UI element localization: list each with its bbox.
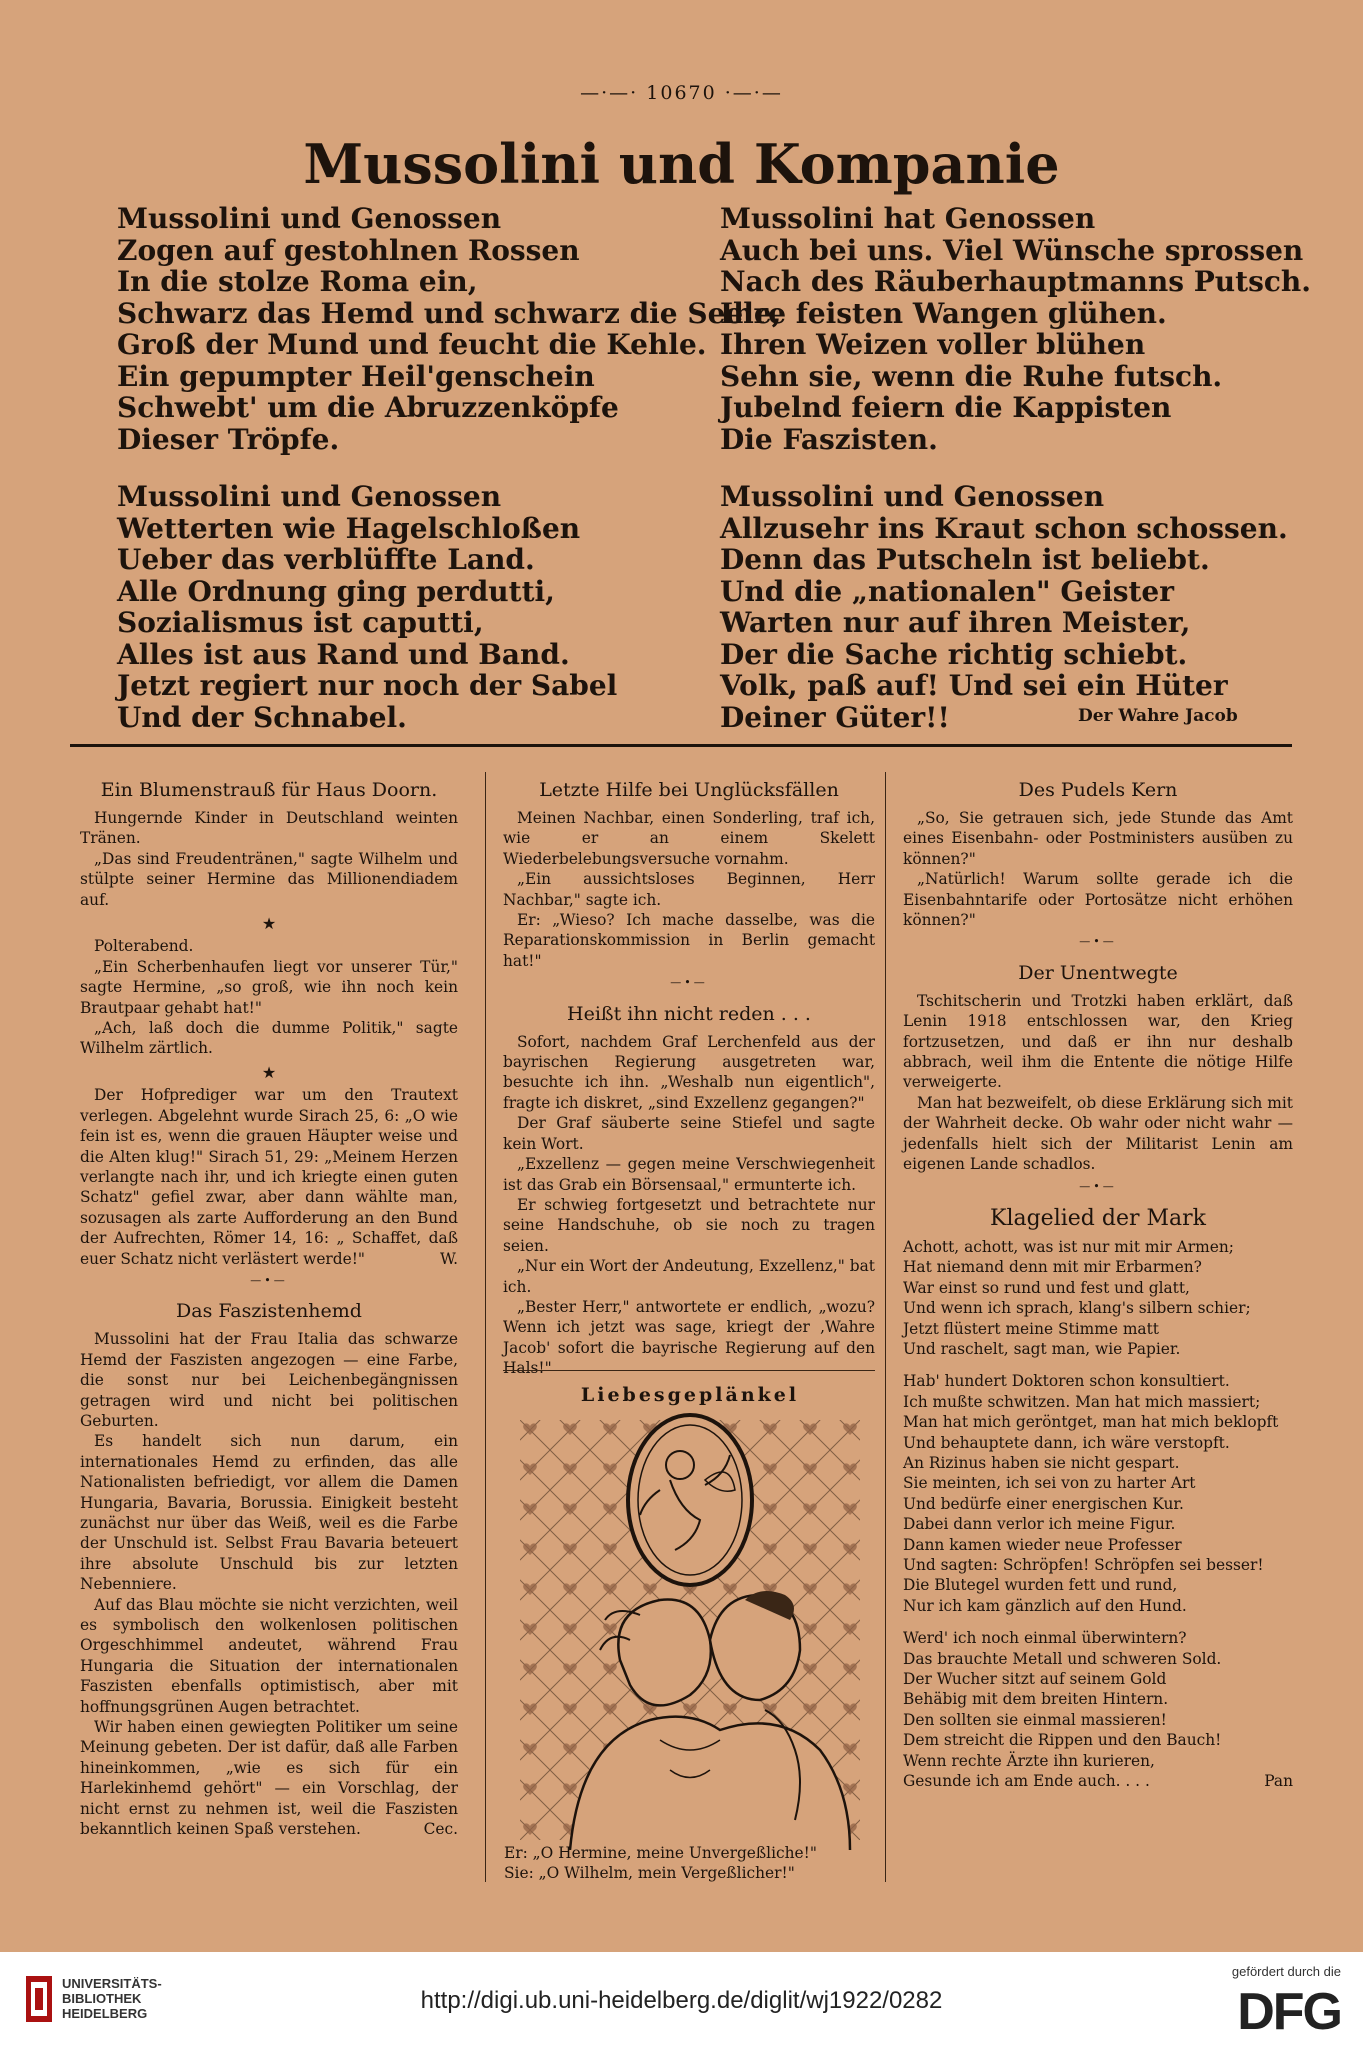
paragraph: Hungernde Kinder in Deutschland weinten Tränen. (80, 809, 458, 848)
paragraph: Sofort, nachdem Graf Lerchenfeld aus der bayrischen Regierung ausgetreten war, besuchte ich ihn. „Weshalb nun eigentlich", fragte ich diskret, „sind Exzellenz gegangen?" (503, 1032, 875, 1112)
ornament-separator: —•— (250, 1273, 288, 1287)
paragraph: Tschitscherin und Trotzki haben erklärt, daß Lenin 1918 entschlossen war, den Krieg fortzusetzen, und daß er ihn nur deshalb abbrach, weil ihm die Entente die nötige Hilfe verweigerte. (903, 991, 1293, 1092)
verse-stanza (903, 1628, 1293, 1791)
verse-line: Dem streicht die Rippen und den Bauch! (903, 1731, 1222, 1750)
poem-line: Nach des Räuberhauptmanns Putsch. (720, 265, 1311, 298)
paragraph: „Bester Herr," antwortete er endlich, „wozu? Wenn ich jetzt was sage, kriegt der ‚Wahre Jacob' sofort die bayrische Regierung auf den Hals!" (503, 1297, 875, 1378)
poem-line: Und der Schnabel. (117, 700, 407, 734)
ornament-separator: —•— (1079, 935, 1117, 949)
verse-line: Achott, achott, was ist nur mit mir Armen; (903, 1237, 1234, 1256)
verse-stanza (903, 1371, 1293, 1616)
poem-line: Mussolini und Genossen (720, 480, 1105, 513)
paragraph: „Ein aussichtsloses Beginnen, Herr Nachbar," sagte ich. (503, 870, 875, 909)
poem-line: Schwebt' um die Abruzzenköpfe (117, 391, 619, 424)
column-rule (885, 772, 886, 1882)
paragraph: Es handelt sich nun darum, ein internationales Hemd zu erfinden, das alle Nationalisten befriedigt, vor allem die Damen Hungaria, Bavaria, Borussia. Einigkeit besteht zunächst nur über das Weiß, weil es die Farbe der Unschuld ist. Selbst Frau Bavaria beteuert ihre absolute Unschuld bis zur letzten Nebenniere. (80, 1432, 458, 1594)
article-heading: Ein Blumenstrauß für Haus Doorn. (100, 779, 438, 801)
poem-stanza (720, 481, 1311, 733)
page-title: Mussolini und Kompanie (303, 132, 1060, 196)
paragraph: „So, Sie getrauen sich, jede Stunde das Amt eines Eisenbahn- oder Postministers ausüben zu können?" (903, 809, 1293, 868)
article-heading: Der Unentwegte (1018, 961, 1178, 984)
poem-right-column (720, 203, 1311, 759)
paragraph: „Exzellenz — gegen meine Verschwiegenheit ist das Grab ein Börsensaal," ermunterte ich. (503, 1155, 875, 1194)
poem-line: Wetterten wie Hagelschloßen (117, 511, 581, 545)
illustration-title: Liebesgeplänkel (580, 1384, 800, 1406)
poem-stanza (720, 203, 1311, 455)
paragraph: Er: „Wieso? Ich mache dasselbe, was die Reparationskommission in Berlin gemacht hat!" (503, 911, 875, 970)
paragraph: Mussolini hat der Frau Italia das schwarze Hemd der Faszisten angezogen — eine Farbe, die sonst nur bei Leichenbegängnissen getragen wird und nicht bei politischen Geburten. (80, 1330, 458, 1430)
star-separator: ★ (261, 1062, 277, 1082)
poem-line: Allzusehr ins Kraut schon schossen. (720, 511, 1288, 545)
verse-line: Und raschelt, sagt man, wie Papier. (903, 1339, 1181, 1358)
verse-line: Man hat mich geröntget, man hat mich beklopft (903, 1413, 1279, 1432)
poem-line: Alle Ordnung ging perdutti, (117, 574, 555, 608)
university-library-name: UNIVERSITÄTS- BIBLIOTHEK HEIDELBERG (62, 1976, 162, 2021)
poem-line: Warten nur auf ihren Meister, (720, 606, 1191, 639)
verse-line: Gesunde ich am Ende auch. . . . (903, 1772, 1150, 1791)
verse-line: Dann kamen wieder neue Professer (903, 1535, 1182, 1554)
poem-left-column (117, 203, 781, 759)
verse-stanza (903, 1237, 1293, 1359)
paragraph: Meinen Nachbar, einen Sonderling, traf ich, wie er an einem Skelett Wiederbelebungsversuche vornahm. (503, 809, 875, 868)
verse-line: Hab' hundert Doktoren schon konsultiert. (903, 1372, 1230, 1391)
dfg-logo: DFG (1237, 1983, 1341, 2041)
poem-line: Auch bei uns. Viel Wünsche sprossen (720, 233, 1304, 267)
column-1 (80, 778, 458, 1840)
poem-line: Jetzt regiert nur noch der Sabel (117, 669, 618, 702)
verse-line: Und bedürfe einer energischen Kur. (903, 1494, 1184, 1513)
article-heading: Letzte Hilfe bei Unglücksfällen (539, 779, 839, 801)
article-heading: Des Pudels Kern (1018, 779, 1178, 801)
verse-line: Nur ich kam gänzlich auf den Hund. (903, 1596, 1187, 1615)
verse-line: War einst so rund und fest und glatt, (903, 1278, 1190, 1297)
poem-line: Schwarz das Hemd und schwarz die Seele, (117, 296, 782, 330)
poem-stanza (117, 481, 781, 733)
paragraph: „Nur ein Wort der Andeutung, Exzellenz," bat ich. (503, 1257, 875, 1296)
verse-line: Dabei dann verlor ich meine Figur. (903, 1515, 1176, 1534)
poem-line: Die Faszisten. (720, 422, 938, 456)
poem-line: Mussolini und Genossen (117, 480, 502, 513)
ornament-separator: —•— (1079, 1179, 1117, 1193)
paragraph: Auf das Blau möchte sie nicht verzichten, weil es symbolisch den wolkenlosen politischen Orgeschhimmel andeutet, während Frau Hungaria die Situation der internationalen Faszisten ebenfalls optimistisch, aber mit hoffnungsgrünen Augen betrachtet. (80, 1595, 458, 1716)
paragraph: „Ein Scherbenhaufen liegt vor unserer Tür," sagte Hermine, „so groß, wie ihn noch kein Brautpaar gehabt hat!" (80, 957, 458, 1017)
caption-line: Sie: „O Wilhelm, mein Vergeßlicher!" (504, 1864, 795, 1883)
verse-line: Und behauptete dann, ich wäre verstopft. (903, 1433, 1230, 1452)
illustration-caption (504, 1843, 876, 1884)
verse-line: Und sagten: Schröpfen! Schröpfen sei besser! (903, 1556, 1264, 1574)
poem-line: Groß der Mund und feucht die Kehle. (117, 328, 707, 361)
verse-line: Sie meinten, ich sei von zu harter Art (903, 1474, 1196, 1493)
article-heading: Das Faszistenhemd (176, 1300, 362, 1323)
poem-line: In die stolze Roma ein, (117, 265, 478, 298)
ornament-separator: —•— (670, 976, 708, 990)
paragraph: „Ach, laß doch die dumme Politik," sagte Wilhelm zärtlich. (80, 1019, 458, 1058)
poem-line: Ein gepumpter Heil'genschein (117, 359, 595, 393)
section-divider (70, 744, 1292, 747)
paragraph: Der Hofprediger war um den Trautext verlegen. Abgelehnt wurde Sirach 25, 6: „O wie fein ist es, wenn die grauen Häupter weise und die Alten klug!" Sirach 51, 29: „Meinem Herzen verlangte nach ihr, und ich kriegte einen guten Schatz" gefiel zwar, aber dann wählte man, sozusagen als zarte Aufforderung an den Bund der Aufrechten, Römer 14, 16: „ Schaffet, daß euer Schatz nicht verlästert werde!" W. (80, 1086, 458, 1268)
article-heading: Heißt ihn nicht reden . . . (567, 1002, 811, 1025)
paragraph: Der Graf säuberte seine Stiefel und sagte kein Wort. (503, 1114, 875, 1153)
verse-line: Das brauchte Metall und schweren Sold. (903, 1649, 1222, 1668)
paragraph: Wir haben einen gewiegten Politiker um seine Meinung gebeten. Der ist dafür, daß alle Farben hineinkommen, „wie es sich für ein Harlekinhemd gehört" — ein Vorschlag, der nicht ernst zu nehmen ist, weil die Faszisten bekanntlich keinen Spaß verstehen. Cec. (80, 1718, 458, 1839)
verse-line: Ich mußte schwitzen. Man hat mich massiert; (903, 1392, 1261, 1411)
poem-line: Jubelnd feiern die Kappisten (720, 391, 1172, 424)
poem-line: Zogen auf gestohlnen Rossen (117, 233, 580, 267)
poem-line: Alles ist aus Rand und Band. (117, 637, 570, 671)
poem-line: Ihre feisten Wangen glühen. (720, 296, 1167, 330)
poem-line: Denn das Putscheln ist beliebt. (720, 543, 1210, 576)
article-heading: Klagelied der Mark (990, 1205, 1206, 1231)
page-number: —·—· 10670 ·—·— (580, 82, 783, 104)
star-separator: ★ (261, 914, 277, 934)
paragraph: „Natürlich! Warum sollte gerade ich die Eisenbahntarife oder Portosätze nicht erhöhen können?" (903, 870, 1293, 930)
poem-line: Dieser Tröpfe. (117, 422, 340, 456)
poem-line: Mussolini und Genossen (117, 202, 502, 235)
poem-line: Mussolini hat Genossen (720, 202, 1096, 235)
verse-line: Die Blutegel wurden fett und rund, (903, 1576, 1178, 1595)
poem-signature: Der Wahre Jacob (1078, 706, 1238, 726)
poem-line: Ueber das verblüffte Land. (117, 543, 535, 576)
paragraph: Er schwieg fortgesetzt und betrachtete nur seine Handschuhe, ob sie noch zu tragen seien. (503, 1195, 875, 1255)
caption-line: Er: „O Hermine, meine Unvergeßliche!" (504, 1844, 817, 1862)
verse-line: Jetzt flüstert meine Stimme matt (903, 1319, 1159, 1338)
verse-line: Hat niemand denn mit mir Erbarmen? (903, 1258, 1202, 1277)
poem-stanza (117, 203, 781, 455)
column-rule (485, 772, 486, 1882)
poem-line: Volk, paß auf! Und sei ein Hüter (720, 669, 1228, 702)
paragraph: „Das sind Freudentränen," sagte Wilhelm und stülpte seiner Hermine das Millionendiadem auf. (80, 849, 458, 909)
poem-line: Sozialismus ist caputti, (117, 606, 484, 639)
verse-signature: Pan (1264, 1772, 1293, 1791)
source-url[interactable]: http://digi.ub.uni-heidelberg.de/diglit/wj1922/0282 (420, 1987, 943, 2014)
illustration-top-rule (503, 1370, 875, 1371)
column-3 (903, 778, 1293, 1792)
column-2 (503, 778, 875, 1379)
poem-line: Deiner Güter!! (720, 700, 950, 734)
verse-line: Und wenn ich sprach, klang's silbern schier; (903, 1299, 1251, 1318)
poem-line: Sehn sie, wenn die Ruhe futsch. (720, 359, 1223, 393)
footer-bar (0, 1952, 1363, 2047)
verse-line: Der Wucher sitzt auf seinem Gold (903, 1670, 1167, 1689)
paragraph: Man hat bezweifelt, ob diese Erklärung sich mit der Wahrheit decke. Ob wahr oder nicht wahr — jedenfalls hielt sich der Militarist Lenin am eigenen Lande schadlos. (903, 1093, 1293, 1174)
paragraph: Polterabend. (94, 937, 194, 956)
poem-line: Der die Sache richtig schiebt. (720, 637, 1188, 671)
verse-line: An Rizinus haben sie nicht gespart. (903, 1453, 1180, 1472)
verse-line: Behäbig mit dem breiten Hintern. (903, 1690, 1169, 1709)
poem-line: Und die „nationalen" Geister (720, 574, 1175, 608)
verse-line: Den sollten sie einmal massieren! (903, 1710, 1167, 1729)
illustration-couple-cupid (510, 1410, 870, 1850)
verse-line: Wenn rechte Ärzte ihn kurieren, (903, 1751, 1155, 1770)
poem-line: Ihren Weizen voller blühen (720, 328, 1146, 361)
verse-line: Werd' ich noch einmal überwintern? (903, 1629, 1187, 1648)
funding-note: gefördert durch die (1231, 1964, 1341, 1979)
